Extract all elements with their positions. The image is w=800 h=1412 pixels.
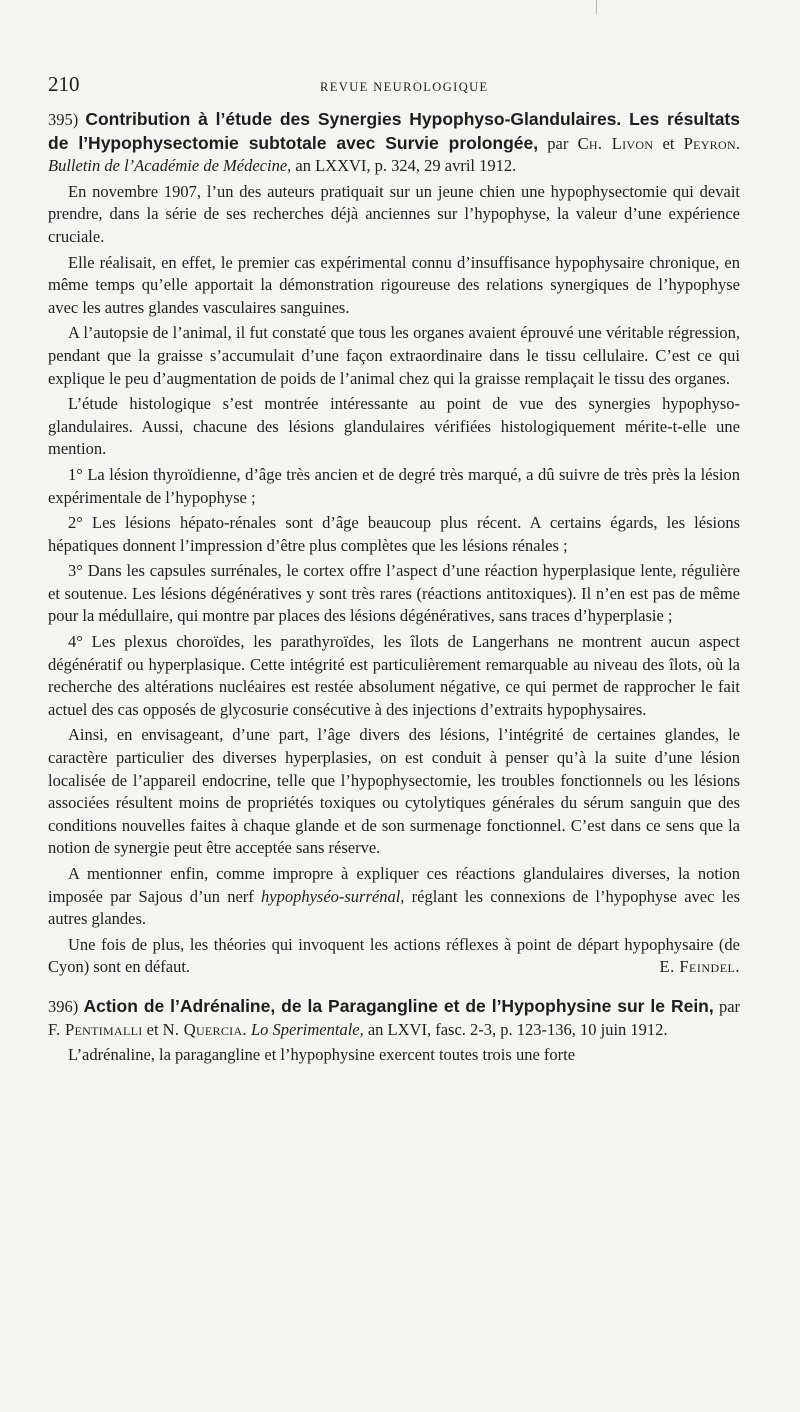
paragraph: L’adrénaline, la paragangline et l’hypophysine exercent toutes trois une forte (68, 1045, 576, 1065)
article-396 (48, 995, 740, 1067)
by-word: par (547, 133, 569, 153)
running-head (48, 72, 740, 102)
paragraph (48, 934, 740, 979)
paragraph: L’étude histologique s’est montrée intéressante au point de vue des synergies hypophyso-glandulaires. Aussi, chacune des lésions glandulaires vérifiées histologiquement mérite-t-elle une mention. (48, 394, 740, 459)
paragraph-text: Une fois de plus, les théories qui invoquent les actions réflexes à point de départ hypophysaire (de Cyon) sont en défaut. (48, 934, 740, 977)
paragraph: 2° Les lésions hépato-rénales sont d’âge beaucoup plus récent. A certains égards, les lésions hépatiques donnent l’impression d’être plus complètes que les lésions rénales ; (48, 513, 740, 555)
author-name: Ch. Livon (577, 133, 654, 153)
journal-name: Bulletin de l’Académie de Médecine, (48, 156, 292, 176)
author-name: Peyron (683, 133, 736, 153)
paragraph: A l’autopsie de l’animal, il fut constaté que tous les organes avaient éprouvé une véritable régression, pendant que la graisse s’accumulait d’une façon extraordinaire dans le tissu cellulaire. C’est ce qui explique le peu d’augmentation de poids de l’animal chez qui la graisse remplaçait le tissu des organes. (48, 323, 740, 388)
journal-title: REVUE NEUROLOGIQUE (320, 80, 489, 94)
paragraph: Elle réalisait, en effet, le premier cas expérimental connu d’insuffisance hypophysaire chronique, en même temps qu’elle apportait la démonstration rigoureuse des relations synergiques de l’hypophyse avec les autres glandes vasculaires sanguines. (48, 252, 740, 317)
by-word: par (718, 996, 741, 1016)
paragraph: Ainsi, en envisageant, d’une part, l’âge divers des lésions, l’intégrité de certaines glandes, le caractère particulier des diverses hyperplasies, on est conduit à penser qu’à la suite d’une lésion localisée de l’appareil endocrine, telle que l’hypophysectomie, les troubles fonctionnels ou les lésions associées résultent moins de propriétés toxiques ou cytolytiques générales du sérum sanguin que des conditions nouvelles faites à chaque glande et de son surmenage fonctionnel. C’est dans ce sens que la notion de synergie peut être acceptée sans réserve. (48, 725, 740, 858)
article-heading: 395) Contribution à l’étude des Synergies Hypophyso-Glandulaires. Les résultats de l’Hypophysectomie subtotale avec Survie prolongée, par Ch. Livon et Peyron. Bulletin de l’Académie de Médecine, an LXXVI, p. 324, 29 avril 1912. (48, 109, 741, 176)
and-word: et (146, 1019, 159, 1039)
paragraph: 1° La lésion thyroïdienne, d’âge très ancien et de degré très marqué, a dû suivre de très près la lésion expérimentale de l’hypophyse ; (48, 464, 740, 507)
article-number: 396) (48, 996, 79, 1016)
article-395 (48, 108, 740, 979)
page (48, 72, 740, 1067)
paragraph: 4° Les plexus choroïdes, les parathyroïdes, les îlots de Langerhans ne montrent aucun aspect dégénératif ou hyperplasique. Cette intégrité est particulièrement remarquable au niveau des îlots, où la recherche des altérations nucléaires est restée absolument négative, ce qui permet de rapprocher le fait actuel des cas opposés de glycosurie consécutive à des injections d’extraits hypophysaires. (48, 632, 740, 719)
scan-artifact-line (596, 0, 597, 14)
author-name: F. Pentimalli (48, 1019, 143, 1039)
and-word: et (662, 133, 675, 153)
signature: E. Feindel. (659, 957, 740, 977)
paragraph-text: A mentionner enfin, comme impropre à expliquer ces réactions glandulaires diverses, la notion imposée par Sajous d’un nerf (48, 864, 740, 906)
article-number: 395) (48, 110, 79, 129)
citation: an LXVI, fasc. 2-3, p. 123-136, 10 juin 1912. (367, 1019, 668, 1039)
paragraph: 3° Dans les capsules surrénales, le cortex offre l’aspect d’une réaction hyperplasique lente, régulière et soutenue. Les lésions dégénératives y sont très rares (réactions antitoxiques). Il n’en est pas de même pour la médullaire, qui montre par places des lésions dégénératives, sans traces d’hyperplasie ; (48, 561, 740, 626)
citation: an LXXVI, p. 324, 29 avril 1912. (295, 156, 517, 176)
paragraph-text: réglant les connexions de l’hypophyse avec les autres glandes. (48, 886, 741, 929)
article-heading (48, 995, 740, 1041)
journal-name: Lo Sperimentale, (250, 1019, 364, 1039)
paragraph: En novembre 1907, l’un des auteurs pratiquait sur un jeune chien une hypophysectomie qui devait prendre, dans la série de ses recherches déjà anciennes sur l’hypophyse, la valeur d’une expérience cruciale. (48, 181, 740, 246)
author-name: N. Quercia. (162, 1019, 247, 1039)
page-number: 210 (48, 72, 80, 96)
article-title: Contribution à l’étude des Synergies Hypophyso-Glandulaires. Les résultats de l’Hypophysectomie subtotale avec Survie prolongée, (48, 109, 740, 153)
paragraph (48, 863, 740, 931)
nerve-term: hypophyséo-surrénal, (261, 886, 405, 906)
article-title: Action de l’Adrénaline, de la Paragangline et de l’Hypophysine sur le Rein, (83, 995, 714, 1016)
